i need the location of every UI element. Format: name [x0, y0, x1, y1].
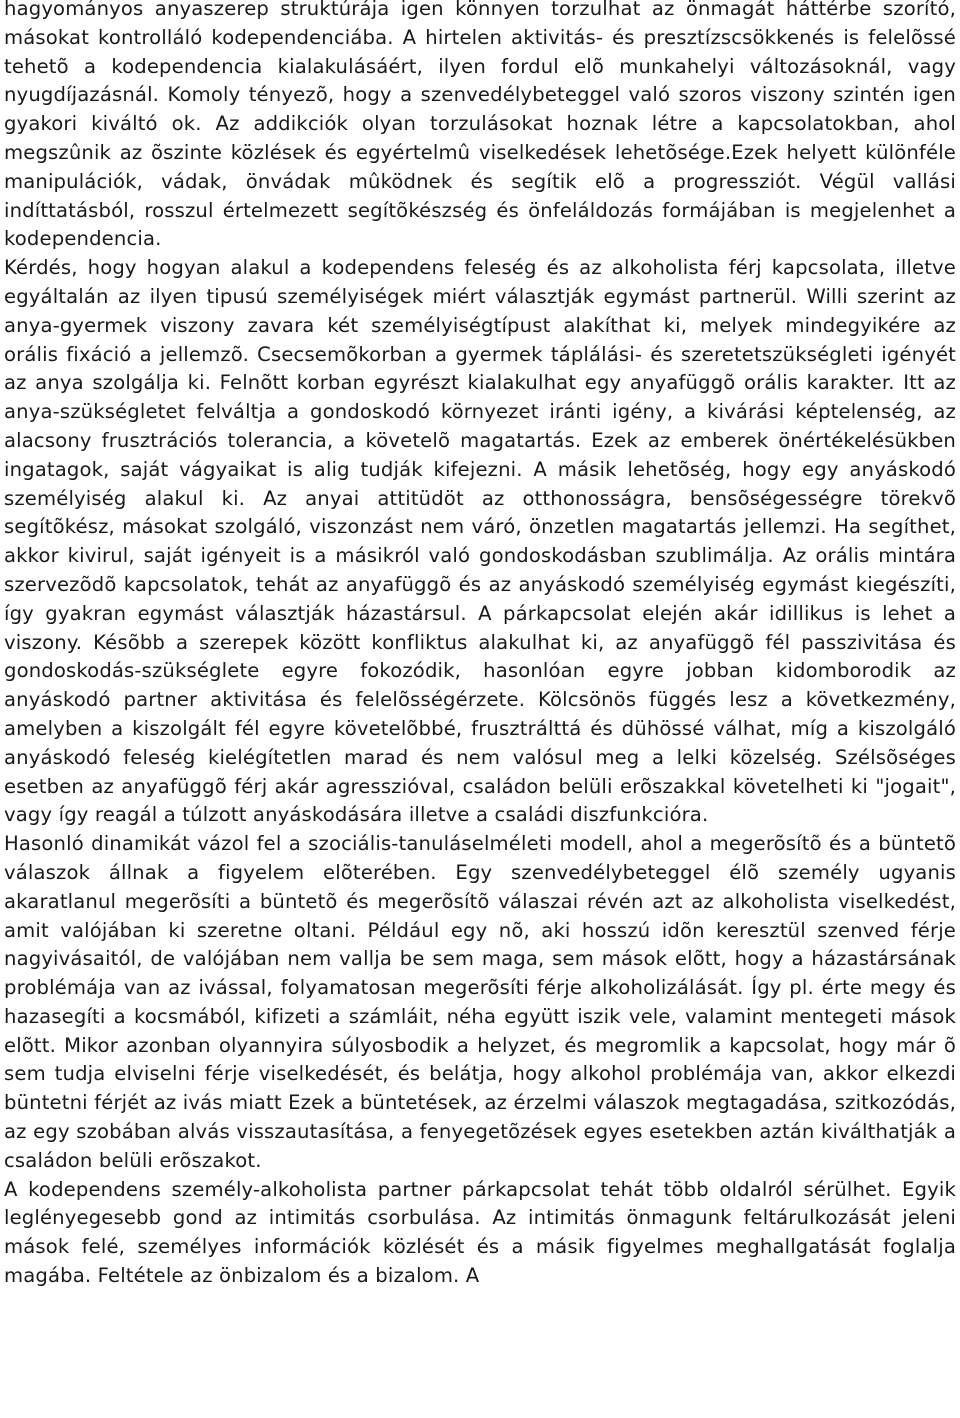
paragraph-social-learning-model: Hasonló dinamikát vázol fel a szociális-tanuláselméleti modell, ahol a megerõsítõ és a büntetõ válaszok állnak a figyelem elõterében. Egy szenvedélybeteggel élõ személy ugyanis akaratlanul megerõsíti a büntetõ és megerõsítõ válaszai révén azt az alkoholista viselkedést, amit valójában ki szeretne oltani. Például egy nõ, aki hosszú idõn keresztül szenved férje nagyivásaitól, de valójában nem vallja be sem maga, sem mások elõtt, hogy a házastársának problémája van az ivással, folyamatosan megerõsíti férje alkoholizálását. Így pl. érte megy és hazasegíti a kocsmából, kifizeti a számláit, néha együtt iszik vele, valamint mentegeti mások elõtt. Mikor azonban olyannyira súlyosbodik a helyzet, és megromlik a kapcsolat, hogy már õ sem tudja elviselni férje viselkedését, és belátja, hogy alkohol problémája van, akkor elkezdi büntetni férjét az ivás miatt Ezek a büntetések, az érzelmi válaszok megtagadása, szitkozódás, az egy szobában alvás visszautasítása, a fenyegetõzések egyes esetekben aztán kiválthatják a családon belüli erõszakot.: [4, 832, 956, 1172]
paragraph-intimacy: A kodependens személy-alkoholista partner párkapcsolat tehát több oldalról sérülhet. Egyik leglényegesebb gond az intimitás csorbulása. Az intimitás önmagunk feltárulkozását jeleni mások felé, személyes információk közlését és a másik figyelmes meghallgatását foglalja magába. Feltétele az önbizalom és a bizalom. A: [4, 1177, 956, 1288]
paragraph-codependency-causes: hagyományos anyaszerep struktúrája igen könnyen torzulhat az önmagát háttérbe szorító, másokat kontrolláló kodependenciába. A hirtelen aktivitás- és presztízscsökkenés is felelõssé tehetõ a kodependencia kialakulásáért, ilyen fordul elõ munkahelyi változásoknál, vagy nyugdíjazásnál. Komoly tényezõ, hogy a szenvedélybeteggel való szoros viszony szintén igen gyakori kiváltó ok. Az addikciók olyan torzulásokat hoznak létre a kapcsolatokban, ahol megszûnik az õszinte közlések és egyértelmû viselkedések lehetõsége.Ezek helyett különféle manipulációk, vádak, önvádak mûködnek és segítik elõ a progressziót. Végül vallási indíttatásból, rosszul értelmezett segítõkészség és önfeláldozás formájában is megjelenhet a kodependencia.: [4, 0, 956, 251]
paragraph-partner-dynamics: Kérdés, hogy hogyan alakul a kodependens feleség és az alkoholista férj kapcsolata, illetve egyáltalán az ilyen tipusú személyiségek miért választják egymást partnerül. Willi szerint az anya-gyermek viszony zavara két személyiségtípust alakíthat ki, melyek mindegyikére az orális fixáció a jellemzõ. Csecsemõkorban a gyermek táplálási- és szeretetszükségleti igényét az anya szolgálja ki. Felnõtt korban egyrészt kialakulhat egy anyafüggõ orális karakter. Itt az anya-szükségletet felváltja a gondoskodó környezet iránti igény, a kivárási képtelenség, az alacsony frusztrációs tolerancia, a követelõ magatartás. Ezek az emberek önértékelésükben ingatagok, saját vágyaikat is alig tudják kifejezni. A másik lehetõség, hogy egy anyáskodó személyiség alakul ki. Az anyai attitüdöt az otthonosságra, bensõségességre törekvõ segítõkész, másokat szolgáló, viszonzást nem váró, önzetlen magatartás jellemzi. Ha segíthet, akkor kivirul, saját igényeit is a másikról való gondoskodásban szublimálja. Az orális mintára szervezõdõ kapcsolatok, tehát az anyafüggõ és az anyáskodó személyiség egymást kiegészíti, így gyakran egymást választják házastársul. A párkapcsolat elején akár idillikus is lehet a viszony. Késõbb a szerepek között konfliktus alakulhat ki, az anyafüggõ fél passzivitása és gondoskodás-szükséglete egyre fokozódik, hasonlóan egyre jobban kidomborodik az anyáskodó partner aktivitása és felelõsségérzete. Kölcsönös függés lesz a következmény, amelyben a kiszolgált fél egyre követelõbbé, frusztrálttá és dühössé válhat, míg a kiszolgáló anyáskodó feleség kielégítetlen marad és nem valósul meg a lelki közelség. Szélsõséges esetben az anyafüggõ férj akár agresszióval, családon belüli erõszakkal követelheti ki "jogait", vagy így reagál a túlzott anyáskodására illetve a családi diszfunkcióra.: [4, 256, 956, 827]
